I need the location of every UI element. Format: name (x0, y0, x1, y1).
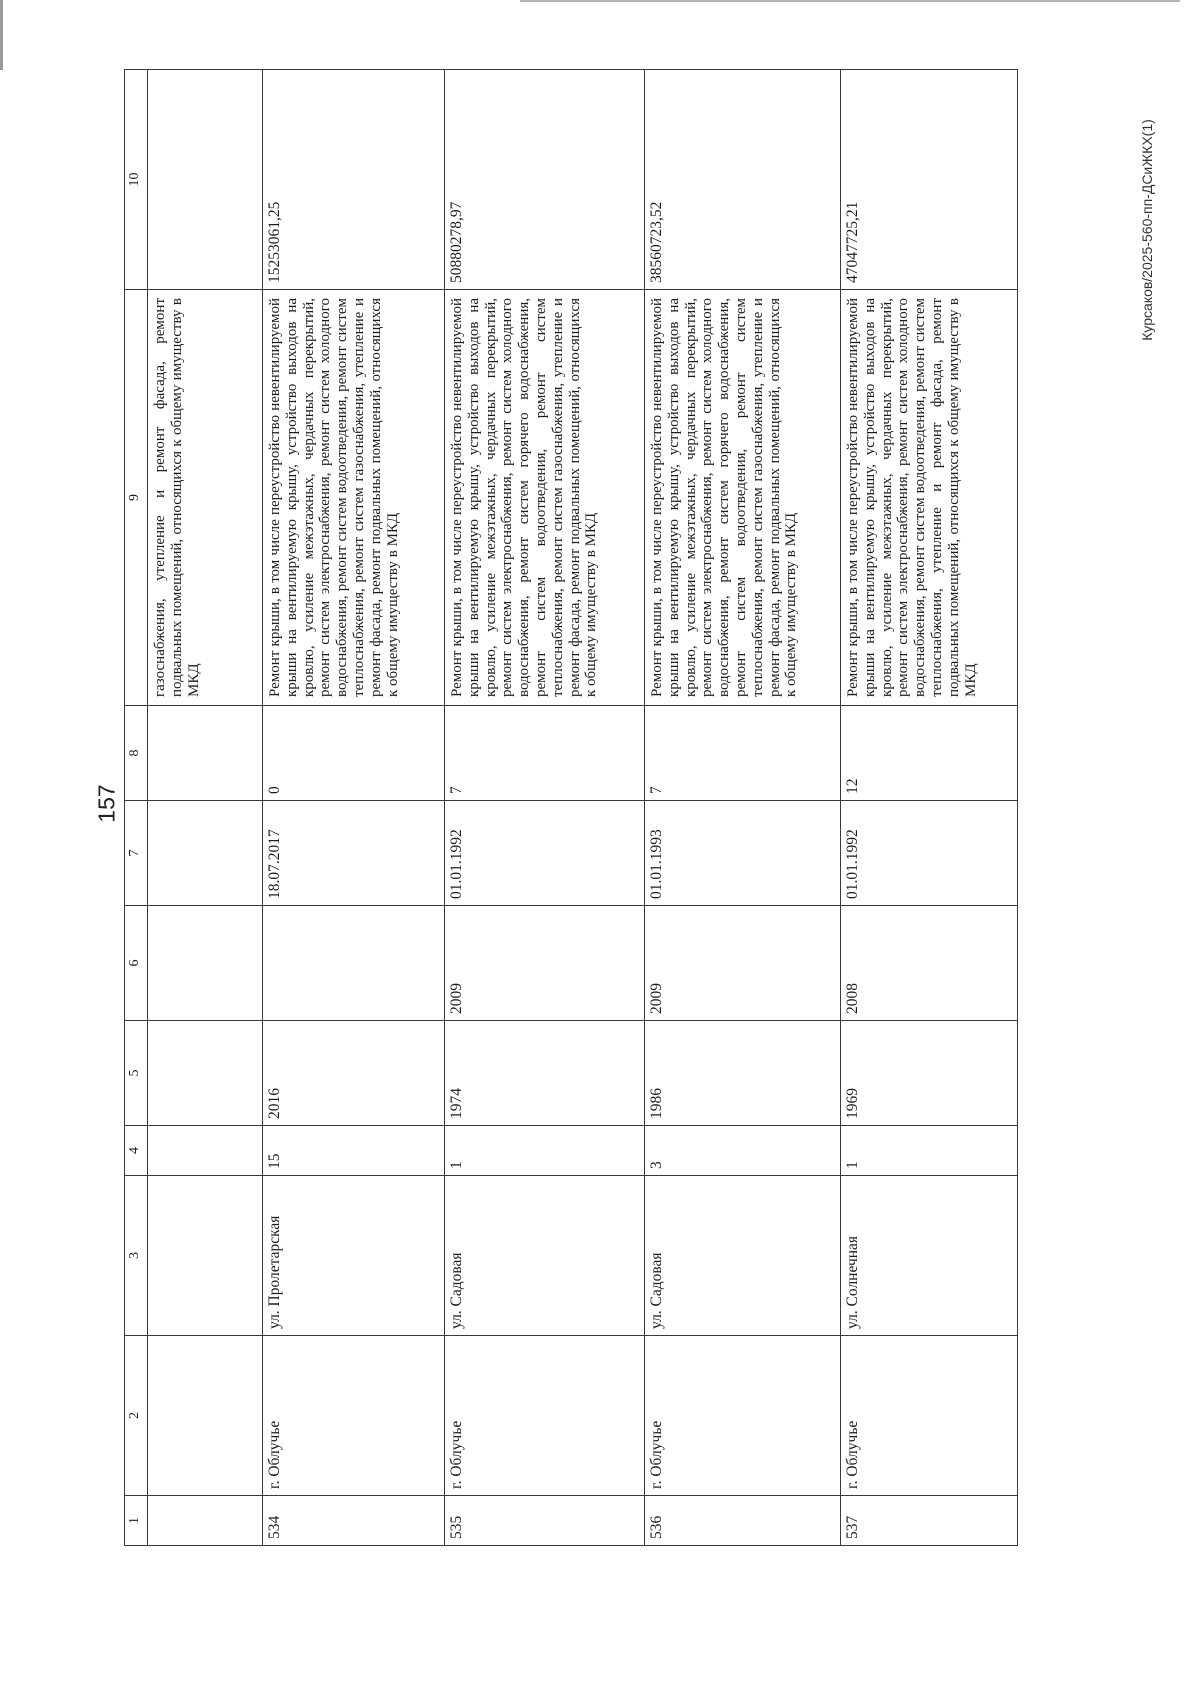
house-number: 3 (645, 1126, 841, 1176)
column-number-row (125, 70, 148, 1546)
city: г. Облучье (445, 1336, 645, 1496)
date: 01.01.1992 (841, 801, 1018, 906)
column-number: 10 (125, 70, 148, 290)
column-number: 3 (125, 1176, 148, 1336)
date: 01.01.1993 (645, 801, 841, 906)
cost: 47047725,21 (841, 70, 1018, 290)
column-number: 4 (125, 1126, 148, 1176)
row-number: 534 (263, 1496, 445, 1546)
city: г. Облучье (645, 1336, 841, 1496)
house-number: 15 (263, 1126, 445, 1176)
street: ул. Садовая (645, 1176, 841, 1336)
house-number: 1 (445, 1126, 645, 1176)
table-row (263, 70, 445, 1546)
table-row (841, 70, 1018, 1546)
scan-edge-left (0, 0, 3, 70)
repair-program-table (124, 69, 1018, 1546)
street: ул. Пролетарская (263, 1176, 445, 1336)
work-description: газоснабжения, утепление и ремонт фасада, ремонт подвальных помещений, относящихся к общему имуществу в МКД (148, 290, 263, 706)
year-built: 1986 (645, 1021, 841, 1126)
column-number: 5 (125, 1021, 148, 1126)
house-number: 1 (841, 1126, 1018, 1176)
street: ул. Садовая (445, 1176, 645, 1336)
page-number: 157 (93, 784, 120, 823)
work-description: Ремонт крыши, в том числе переустройство невентилируемой крыши на вентилируемую крышу, устройство выходов на кровлю, усиление межэтажных, чердачных перекрытий, ремонт систем электроснабжения, ремонт систем холодного водоснабжения, ремонт систем горячего водоснабжения, ремонт систем водоотведения, ремонт систем теплоснабжения, ремонт систем газоснабжения, утепление и ремонт фасада, ремонт подвальных помещений, относящихся к общему имуществу в МКД (645, 290, 841, 706)
row-number: 537 (841, 1496, 1018, 1546)
row-number: 535 (445, 1496, 645, 1546)
last-repair-year (263, 906, 445, 1021)
last-repair-year: 2008 (841, 906, 1018, 1021)
year-built: 2016 (263, 1021, 445, 1126)
value-8: 7 (445, 706, 645, 801)
date: 01.01.1992 (445, 801, 645, 906)
cost: 50880278,97 (445, 70, 645, 290)
date: 18.07.2017 (263, 801, 445, 906)
rotated-table-container (124, 70, 990, 1546)
year-built: 1974 (445, 1021, 645, 1126)
work-description: Ремонт крыши, в том числе переустройство невентилируемой крыши на вентилируемую крышу, устройство выходов на кровлю, усиление межэтажных, чердачных перекрытий, ремонт систем электроснабжения, ремонт систем холодного водоснабжения, ремонт систем горячего водоснабжения, ремонт систем водоотведения, ремонт систем теплоснабжения, ремонт систем газоснабжения, утепление и ремонт фасада, ремонт подвальных помещений, относящихся к общему имуществу в МКД (445, 290, 645, 706)
table-row (645, 70, 841, 1546)
value-8: 7 (645, 706, 841, 801)
column-number: 1 (125, 1496, 148, 1546)
cost: 15253061,25 (263, 70, 445, 290)
document-reference: Курсаков/2025-560-пп-ДСиЖКХ(1) (1138, 119, 1155, 341)
continuation-row (148, 70, 263, 1546)
cost: 38560723,52 (645, 70, 841, 290)
street: ул. Солнечная (841, 1176, 1018, 1336)
value-8: 12 (841, 706, 1018, 801)
year-built: 1969 (841, 1021, 1018, 1126)
row-number: 536 (645, 1496, 841, 1546)
column-number: 2 (125, 1336, 148, 1496)
work-description: Ремонт крыши, в том числе переустройство невентилируемой крыши на вентилируемую крышу, устройство выходов на кровлю, усиление межэтажных, чердачных перекрытий, ремонт систем электроснабжения, ремонт систем холодного водоснабжения, ремонт систем водоотведения, ремонт систем теплоснабжения, утепление и ремонт фасада, ремонт подвальных помещений, относящихся к общему имуществу в МКД (841, 290, 1018, 706)
column-number: 9 (125, 290, 148, 706)
table-row (445, 70, 645, 1546)
last-repair-year: 2009 (645, 906, 841, 1021)
column-number: 6 (125, 906, 148, 1021)
value-8: 0 (263, 706, 445, 801)
last-repair-year: 2009 (445, 906, 645, 1021)
work-description: Ремонт крыши, в том числе переустройство невентилируемой крыши на вентилируемую крышу, устройство выходов на кровлю, усиление межэтажных, чердачных перекрытий, ремонт систем электроснабжения, ремонт систем холодного водоснабжения, ремонт систем водоотведения, ремонт систем теплоснабжения, ремонт систем газоснабжения, утепление и ремонт фасада, ремонт подвальных помещений, относящихся к общему имуществу в МКД (263, 290, 445, 706)
column-number: 8 (125, 706, 148, 801)
city: г. Облучье (263, 1336, 445, 1496)
city: г. Облучье (841, 1336, 1018, 1496)
column-number: 7 (125, 801, 148, 906)
scan-edge-top (520, 0, 1180, 2)
